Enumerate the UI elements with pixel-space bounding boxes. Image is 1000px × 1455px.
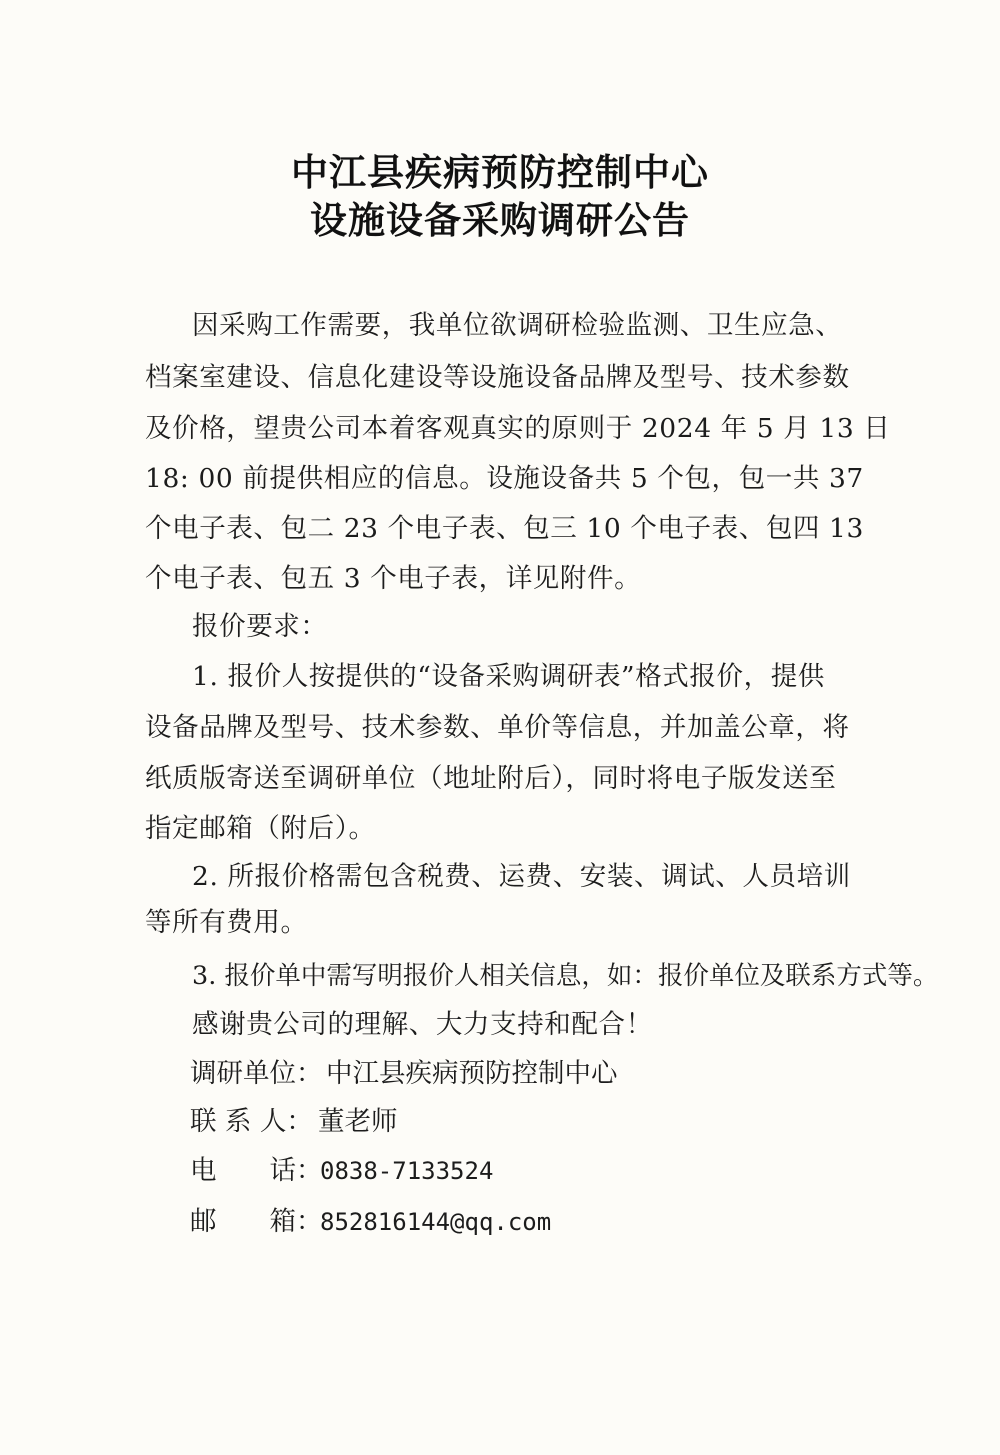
body-line: 个电子表、包二 23 个电子表、包三 10 个电子表、包四 13 bbox=[145, 513, 864, 544]
requirements-heading: 报价要求： bbox=[192, 611, 328, 642]
requirement-1-line: 指定邮箱（附后）。 bbox=[145, 813, 376, 844]
contact-person-label: 联 系 人： bbox=[190, 1106, 313, 1137]
body-line: 18: 00 前提供相应的信息。设施设备共 5 个包，包一共 37 bbox=[145, 463, 864, 494]
requirement-2-line: 等所有费用。 bbox=[145, 907, 308, 938]
title-line-2: 设施设备采购调研公告 bbox=[310, 199, 690, 242]
requirement-1-line: 纸质版寄送至调研单位（地址附后），同时将电子版发送至 bbox=[145, 763, 837, 794]
requirement-1-line: 1. 报价人按提供的“设备采购调研表”格式报价，提供 bbox=[192, 661, 825, 692]
contact-email-label: 邮 箱： bbox=[190, 1206, 323, 1237]
body-line: 档案室建设、信息化建设等设施设备品牌及型号、技术参数 bbox=[145, 362, 850, 393]
contact-phone-value: 0838-7133524 bbox=[320, 1157, 494, 1185]
requirement-2-line: 2. 所报价格需包含税费、运费、安装、调试、人员培训 bbox=[192, 861, 851, 892]
contact-phone-label: 电 话： bbox=[190, 1155, 323, 1186]
contact-unit-label: 调研单位： bbox=[190, 1058, 323, 1089]
contact-person-value: 董老师 bbox=[318, 1106, 398, 1137]
contact-email-value: 852816144@qq.com bbox=[320, 1208, 552, 1236]
requirement-1-line: 设备品牌及型号、技术参数、单价等信息，并加盖公章，将 bbox=[145, 712, 850, 743]
thanks-line: 感谢贵公司的理解、大力支持和配合！ bbox=[192, 1009, 653, 1040]
requirement-3-line: 3. 报价单中需写明报价人相关信息，如：报价单位及联系方式等。 bbox=[192, 961, 939, 991]
title-line-1: 中江县疾病预防控制中心 bbox=[291, 151, 709, 194]
contact-unit-value: 中江县疾病预防控制中心 bbox=[326, 1058, 618, 1089]
body-line: 个电子表、包五 3 个电子表，详见附件。 bbox=[145, 563, 642, 594]
body-line: 因采购工作需要，我单位欲调研检验监测、卫生应急、 bbox=[192, 310, 843, 341]
body-line: 及价格，望贵公司本着客观真实的原则于 2024 年 5 月 13 日 bbox=[145, 413, 891, 444]
